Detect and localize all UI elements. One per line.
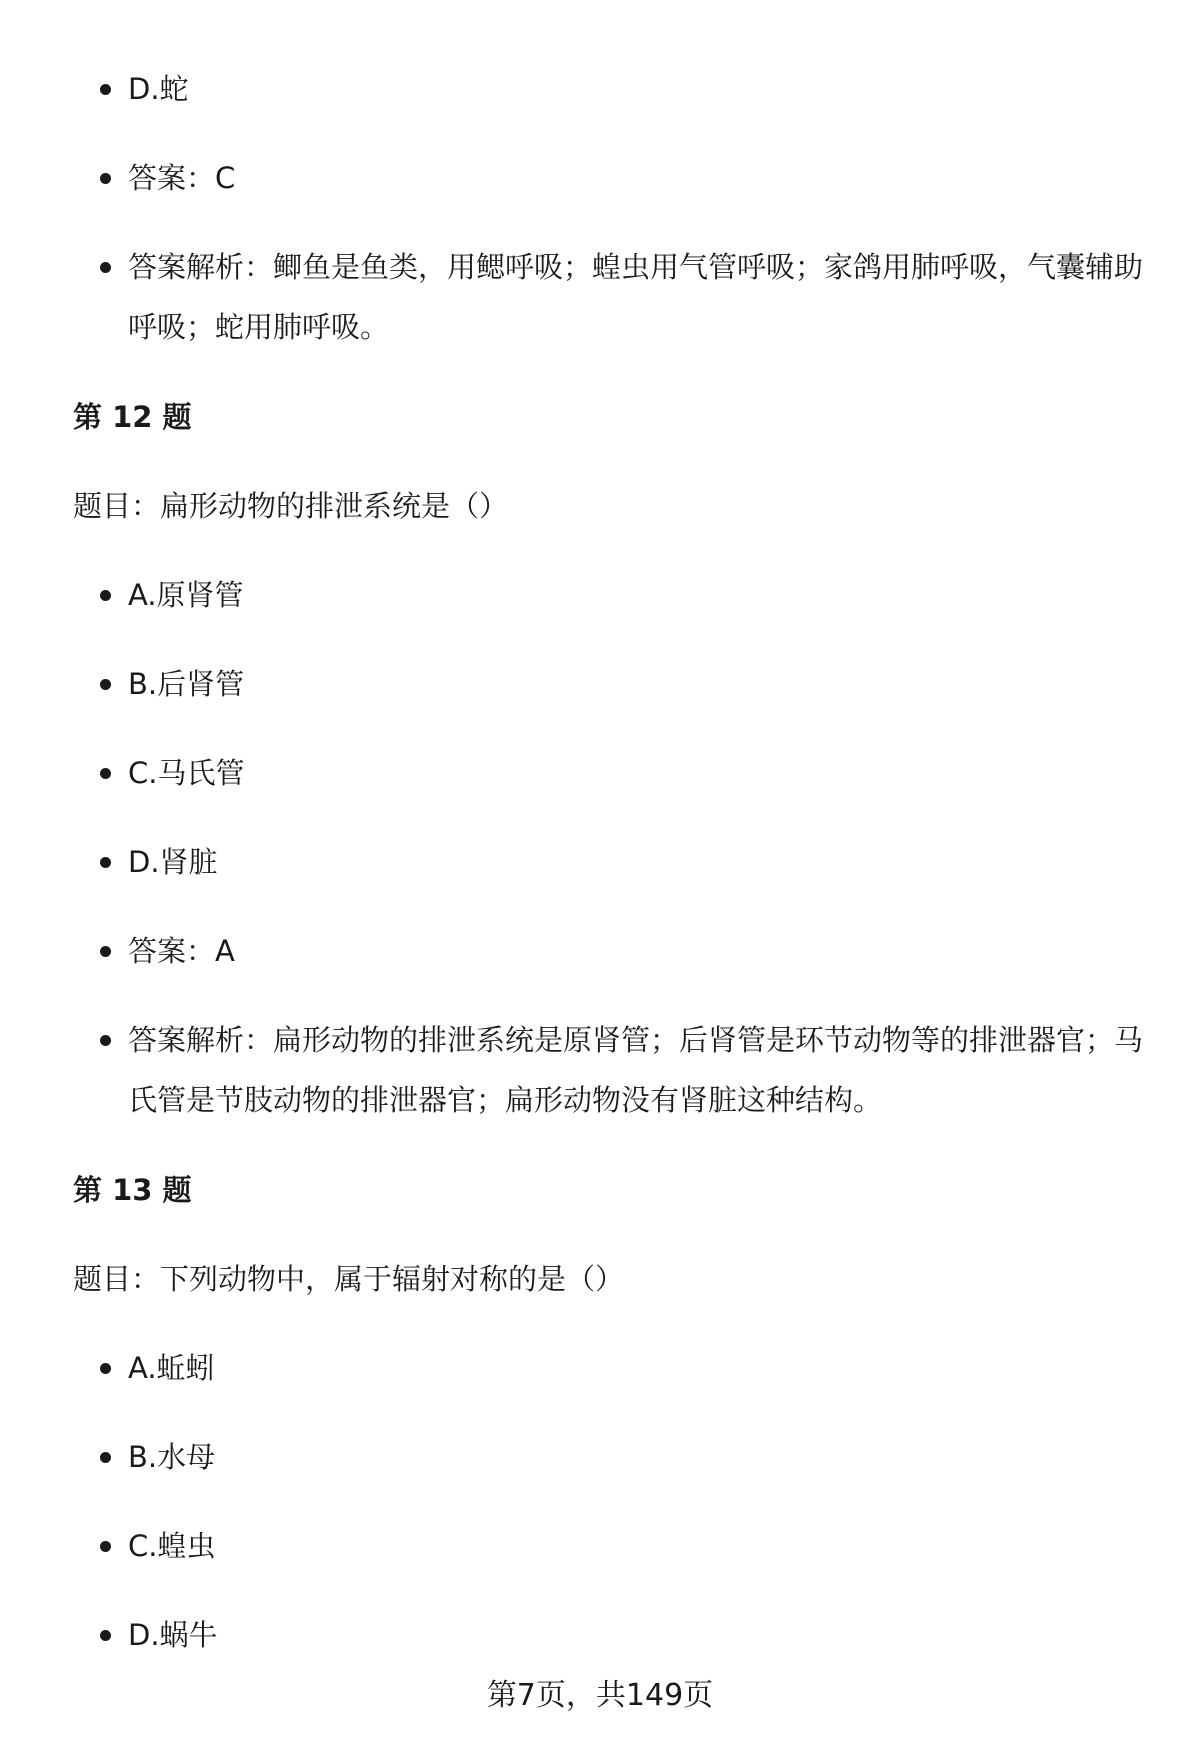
option-b: B.水母 xyxy=(128,1440,216,1474)
option-c: C.马氏管 xyxy=(128,756,245,790)
page-indicator: 第7页，共149页 xyxy=(486,1678,714,1713)
question-heading: 第 13 题 xyxy=(73,1173,192,1207)
bullet xyxy=(100,1363,111,1374)
option-b: B.后肾管 xyxy=(128,667,245,701)
bullet xyxy=(100,768,111,779)
bullet xyxy=(100,679,111,690)
answer-analysis: 答案解析：鲫鱼是鱼类，用鳃呼吸；蝗虫用气管呼吸；家鸽用肺呼吸，气囊辅助呼吸；蛇用肺呼吸。 xyxy=(128,250,1144,344)
bullet xyxy=(100,84,111,95)
question-heading: 第 12 题 xyxy=(73,400,192,434)
bullet xyxy=(100,857,111,868)
bullet xyxy=(100,173,111,184)
option-d: D.蜗牛 xyxy=(128,1618,218,1652)
option-d: D.蛇 xyxy=(128,72,189,106)
answer: 答案：C xyxy=(128,161,236,195)
option-c: C.蝗虫 xyxy=(128,1529,216,1563)
bullet xyxy=(100,262,111,273)
answer: 答案：A xyxy=(128,934,235,968)
answer-analysis: 答案解析：扁形动物的排泄系统是原肾管；后肾管是环节动物等的排泄器官；马氏管是节肢动物的排泄器官；扁形动物没有肾脏这种结构。 xyxy=(128,1023,1144,1117)
option-a: A.原肾管 xyxy=(128,578,244,612)
question-stem: 题目：下列动物中，属于辐射对称的是（） xyxy=(73,1262,625,1296)
bullet xyxy=(100,1630,111,1641)
bullet xyxy=(100,1541,111,1552)
bullet xyxy=(100,946,111,957)
question-stem: 题目：扁形动物的排泄系统是（） xyxy=(73,489,509,523)
option-d: D.肾脏 xyxy=(128,845,218,879)
bullet xyxy=(100,1035,111,1046)
option-a: A.蚯蚓 xyxy=(128,1351,215,1385)
bullet xyxy=(100,590,111,601)
bullet xyxy=(100,1452,111,1463)
